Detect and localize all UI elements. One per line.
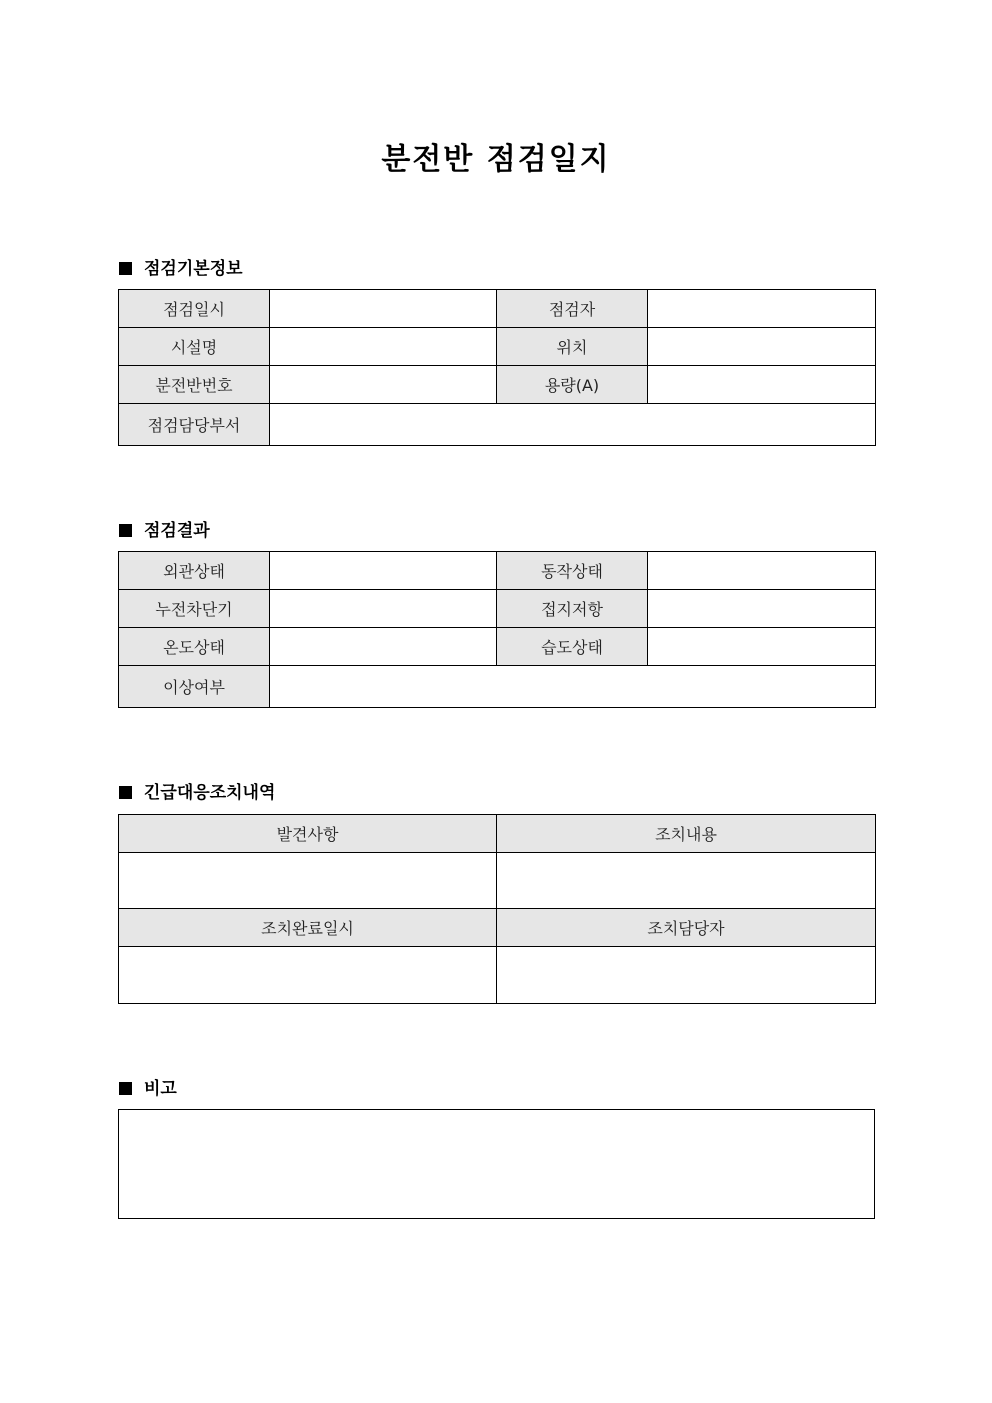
label-inspection-date: 점검일시	[119, 290, 270, 328]
basic-info-table	[118, 289, 876, 446]
square-bullet-icon	[119, 524, 132, 537]
label-findings: 발견사항	[119, 815, 497, 853]
section-heading-label: 점검결과	[144, 521, 210, 541]
section-heading-basic-info	[119, 254, 243, 279]
section-heading-label: 비고	[144, 1079, 177, 1099]
results-table	[118, 551, 876, 708]
remarks-box[interactable]	[118, 1109, 875, 1219]
field-abnormality[interactable]	[270, 666, 876, 708]
section-heading-label: 긴급대응조치내역	[144, 783, 276, 803]
label-grounding: 접지저항	[497, 590, 648, 628]
label-breaker: 누전차단기	[119, 590, 270, 628]
field-facility-name[interactable]	[270, 328, 497, 366]
field-department[interactable]	[270, 404, 876, 446]
section-heading-results	[119, 516, 210, 541]
field-capacity[interactable]	[648, 366, 876, 404]
label-facility-name: 시설명	[119, 328, 270, 366]
square-bullet-icon	[119, 786, 132, 799]
label-temperature: 온도상태	[119, 628, 270, 666]
label-panel-number: 분전반번호	[119, 366, 270, 404]
field-completion-date[interactable]	[119, 947, 497, 1004]
page-title: 분전반 점검일지	[381, 142, 611, 177]
label-abnormality: 이상여부	[119, 666, 270, 708]
label-inspector: 점검자	[497, 290, 648, 328]
square-bullet-icon	[119, 1082, 132, 1095]
square-bullet-icon	[119, 262, 132, 275]
field-panel-number[interactable]	[270, 366, 497, 404]
label-operation: 동작상태	[497, 552, 648, 590]
section-heading-label: 점검기본정보	[144, 259, 243, 279]
field-appearance[interactable]	[270, 552, 497, 590]
field-action[interactable]	[497, 853, 876, 909]
label-department: 점검담당부서	[119, 404, 270, 446]
field-inspector[interactable]	[648, 290, 876, 328]
label-appearance: 외관상태	[119, 552, 270, 590]
section-heading-remarks	[119, 1074, 177, 1099]
label-location: 위치	[497, 328, 648, 366]
label-humidity: 습도상태	[497, 628, 648, 666]
field-inspection-date[interactable]	[270, 290, 497, 328]
field-breaker[interactable]	[270, 590, 497, 628]
field-operation[interactable]	[648, 552, 876, 590]
field-action-manager[interactable]	[497, 947, 876, 1004]
field-temperature[interactable]	[270, 628, 497, 666]
label-action: 조치내용	[497, 815, 876, 853]
emergency-table	[118, 814, 876, 1004]
label-completion-date: 조치완료일시	[119, 909, 497, 947]
section-heading-emergency	[119, 778, 275, 803]
label-capacity: 용량(A)	[497, 366, 648, 404]
field-location[interactable]	[648, 328, 876, 366]
field-grounding[interactable]	[648, 590, 876, 628]
field-humidity[interactable]	[648, 628, 876, 666]
field-findings[interactable]	[119, 853, 497, 909]
label-action-manager: 조치담당자	[497, 909, 876, 947]
